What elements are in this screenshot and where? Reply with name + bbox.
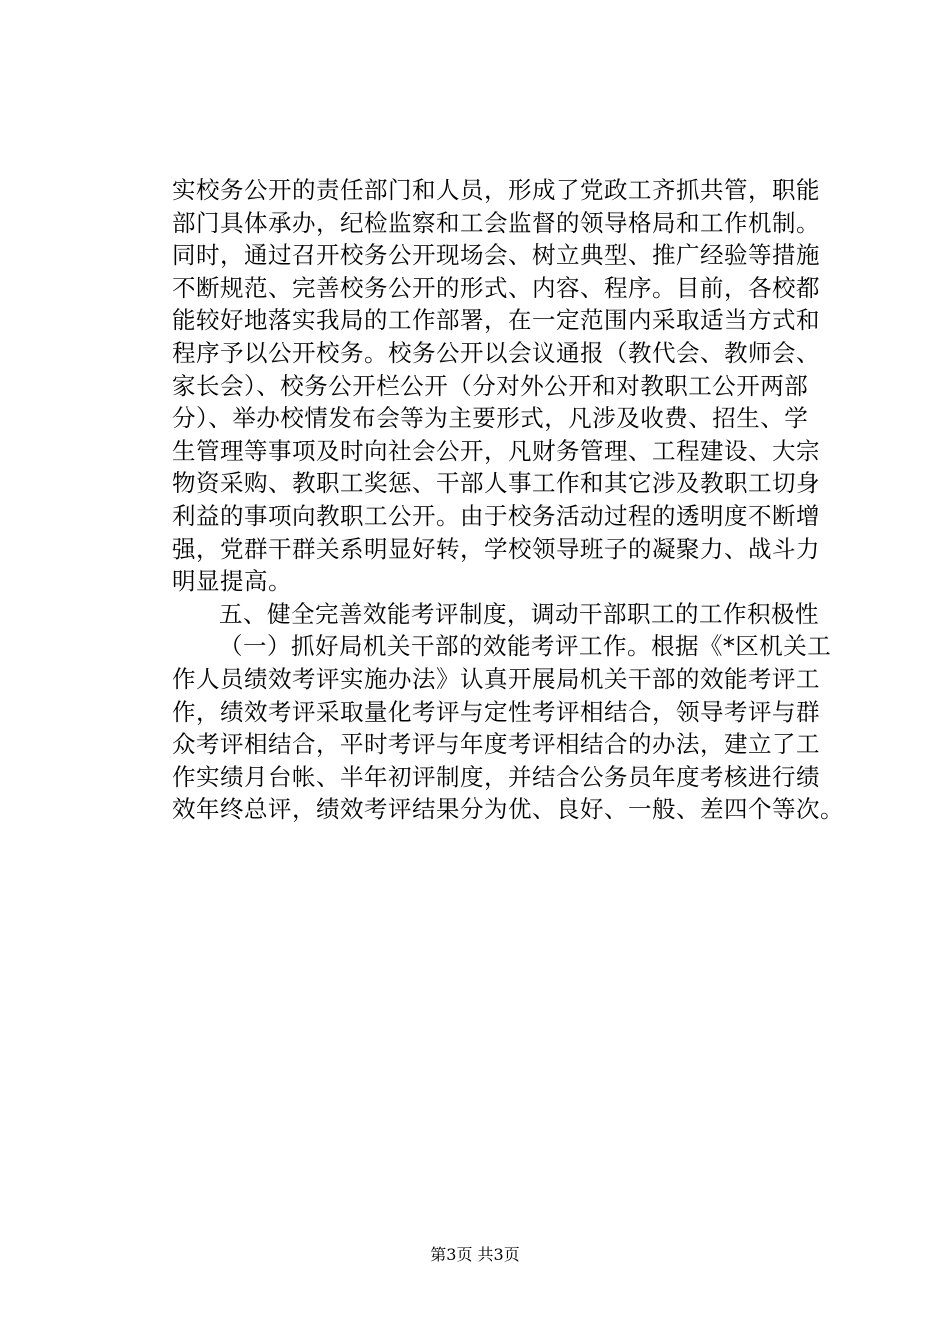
page-number-footer: 第3页 共3页 (430, 1245, 520, 1264)
document-body (172, 174, 872, 826)
paragraph-line: 利益的事项向教职工公开。由于校务活动过程的透明度不断增 (172, 501, 820, 530)
paragraph-line: 家长会）、校务公开栏公开（分对外公开和对教职工公开两部 (172, 371, 809, 400)
subsection-line: 作人员绩效考评实施办法》认真开展局机关干部的效能考评工 (172, 664, 820, 693)
paragraph-line: 程序予以公开校务。校务公开以会议通报（教代会、教师会、 (172, 338, 820, 367)
paragraph-line: 同时，通过召开校务公开现场会、树立典型、推广经验等措施 (172, 241, 820, 270)
paragraph-line: 生管理等事项及时向社会公开，凡财务管理、工程建设、大宗 (172, 436, 820, 465)
paragraph-line: 不断规范、完善校务公开的形式、内容、程序。目前，各校都 (172, 273, 820, 302)
paragraph-line: 强，党群干群关系明显好转，学校领导班子的凝聚力、战斗力 (172, 534, 820, 563)
subsection-line: 众考评相结合，平时考评与年度考评相结合的办法，建立了工 (172, 730, 820, 759)
subsection-line: 作实绩月台帐、半年初评制度，并结合公务员年度考核进行绩 (172, 762, 820, 791)
paragraph-line: 实校务公开的责任部门和人员，形成了党政工齐抓共管，职能 (172, 176, 820, 204)
paragraph-line: 物资采购、教职工奖惩、干部人事工作和其它涉及教职工切身 (172, 469, 820, 498)
subsection-line: 效年终总评，绩效考评结果分为优、良好、一般、差四个等次。 (172, 795, 844, 824)
subsection-line: （一）抓好局机关干部的效能考评工作。根据《*区机关工 (219, 632, 832, 661)
subsection-line: 作，绩效考评采取量化考评与定性考评相结合，领导考评与群 (172, 697, 820, 726)
paragraph-line: 能较好地落实我局的工作部署，在一定范围内采取适当方式和 (172, 306, 820, 335)
section-heading: 五、健全完善效能考评制度，调动干部职工的工作积极性 (219, 599, 819, 628)
paragraph-line: 明显提高。 (172, 567, 292, 596)
paragraph-line: 部门具体承办，纪检监察和工会监督的领导格局和工作机制。 (172, 208, 820, 237)
paragraph-line: 分）、举办校情发布会等为主要形式，凡涉及收费、招生、学 (172, 404, 809, 433)
